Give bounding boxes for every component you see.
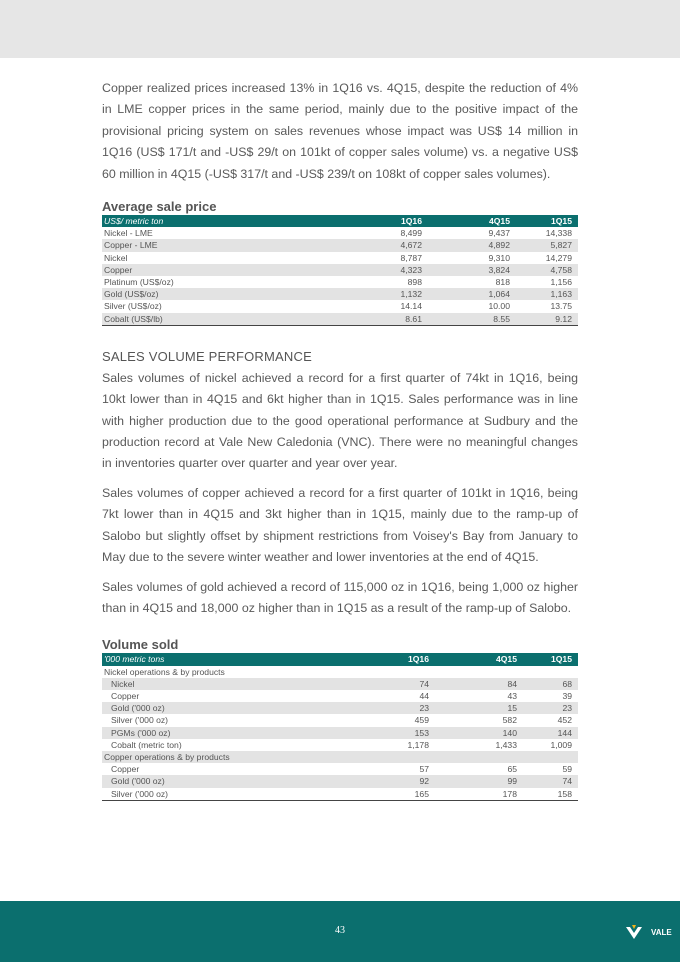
table-row <box>102 252 578 264</box>
vale-logo-text: VALE <box>651 928 672 937</box>
row-value: 14.14 <box>400 301 422 312</box>
row-label: Nickel operations & by products <box>104 666 225 677</box>
row-label: PGMs ('000 oz) <box>102 727 347 739</box>
column-header: 1Q15 <box>523 653 578 665</box>
row-value: 898 <box>407 277 422 288</box>
row-value: 74 <box>347 678 435 690</box>
row-value: 8.55 <box>428 313 516 326</box>
table-row <box>102 288 578 300</box>
row-label: Nickel - LME <box>104 228 153 239</box>
row-value: 8.61 <box>340 313 428 326</box>
column-header: US$/ metric ton <box>102 215 340 227</box>
row-value: 13.75 <box>550 301 572 312</box>
row-value: 74 <box>523 775 578 787</box>
table-row <box>102 763 578 775</box>
row-label: Cobalt (US$/lb) <box>102 313 340 326</box>
row-value: 1,132 <box>340 288 428 300</box>
row-value: 153 <box>347 727 435 739</box>
row-value: 14,338 <box>545 228 572 239</box>
table-row <box>102 788 578 801</box>
row-value: 4,892 <box>428 239 516 251</box>
row-value <box>523 751 578 763</box>
row-label: Gold ('000 oz) <box>102 775 347 787</box>
table-row <box>102 714 578 726</box>
row-value <box>523 666 578 678</box>
row-value: 68 <box>523 678 578 690</box>
row-value: 4,758 <box>516 264 578 276</box>
table-group-row <box>102 666 578 678</box>
row-value: 59 <box>562 764 572 775</box>
table-row <box>102 702 578 714</box>
table-row <box>102 313 578 326</box>
section-heading: SALES VOLUME PERFORMANCE <box>102 348 312 364</box>
row-label: Nickel <box>102 678 347 690</box>
row-label: Gold ('000 oz) <box>102 702 347 714</box>
intro-paragraph: Copper realized prices increased 13% in 1Q16 vs. 4Q15, despite the reduction of 4% in LME copper prices in the same period, mainly due to the positive impact of the provisional pricing system on sales revenues whose impact was US$ 14 million in 1Q16 (US$ 171/t and -US$ 29/t on 101kt of copper sales volume) vs. a negative US$ 60 million in 4Q15 (-US$ 317/t and -US$ 239/t on 108kt of copper sales volumes). <box>102 81 578 181</box>
row-value: 818 <box>495 277 510 288</box>
row-value: 178 <box>435 788 523 801</box>
row-value <box>435 751 523 763</box>
row-label: Nickel <box>104 252 128 263</box>
row-value: 165 <box>347 788 435 801</box>
row-value: 5,827 <box>516 239 578 251</box>
row-value: 140 <box>435 727 523 739</box>
table-row <box>102 227 578 239</box>
table-row <box>102 239 578 251</box>
row-label: Copper operations & by products <box>102 751 347 763</box>
row-value <box>347 666 435 678</box>
row-value: 8,499 <box>400 228 422 239</box>
table-group-row <box>102 751 578 763</box>
row-value: 65 <box>507 764 517 775</box>
price-table-title: Average sale price <box>102 199 217 215</box>
row-value: 57 <box>419 764 429 775</box>
row-value: 99 <box>435 775 523 787</box>
table-row <box>102 727 578 739</box>
row-value: 3,824 <box>428 264 516 276</box>
row-label: Silver (US$/oz) <box>104 301 162 312</box>
row-label: Copper - LME <box>102 239 340 251</box>
footer-band <box>0 901 680 962</box>
row-value: 1,433 <box>495 739 517 750</box>
volume-table-title: Volume sold <box>102 637 179 653</box>
row-value: 4,323 <box>340 264 428 276</box>
column-header: 4Q15 <box>435 653 523 665</box>
row-value: 39 <box>562 690 572 701</box>
row-value: 1,064 <box>428 288 516 300</box>
copper-paragraph: Sales volumes of copper achieved a record for a first quarter of 101kt in 1Q16, being 7kt lower than in 4Q15 and 3kt higher than in 1Q15, mainly due to the ramp-up of Salobo but slightly offset by shipment restrictions from Voisey's Bay from January to May due to the severe winter weather and lower inventories at the end of 4Q15. <box>102 485 578 565</box>
column-header: 1Q15 <box>516 215 578 227</box>
row-value: 43 <box>507 690 517 701</box>
row-value: 1,009 <box>550 739 572 750</box>
row-value: 9,437 <box>488 228 510 239</box>
row-value: 14,279 <box>545 252 572 263</box>
volume-sold-table <box>102 653 578 800</box>
row-value: 23 <box>347 702 435 714</box>
row-label: Cobalt (metric ton) <box>111 739 182 750</box>
row-value: 92 <box>347 775 435 787</box>
row-value: 9,310 <box>488 252 510 263</box>
table-header-row <box>102 215 578 227</box>
row-value: 1,163 <box>516 288 578 300</box>
page-number: 43 <box>335 925 345 936</box>
row-value: 44 <box>419 690 429 701</box>
row-value: 10.00 <box>488 301 510 312</box>
row-label: Copper <box>102 264 340 276</box>
row-label: Silver ('000 oz) <box>111 715 169 726</box>
table-row <box>102 775 578 787</box>
row-value: 1,178 <box>407 739 429 750</box>
row-label: Silver ('000 oz) <box>102 788 347 801</box>
nickel-paragraph: Sales volumes of nickel achieved a record for a first quarter of 74kt in 1Q16, being 10kt lower than in 4Q15 and 6kt higher than in 1Q15. Sales performance was in line with higher production due to the good operational performance at Sudbury and the production record at Vale New Caledonia (VNC). There were no meaningful changes in inventories quarter over quarter and year over year. <box>102 370 578 471</box>
row-value: 144 <box>523 727 578 739</box>
row-label: Copper <box>111 690 140 701</box>
row-value: 84 <box>435 678 523 690</box>
row-label: Copper <box>111 764 140 775</box>
row-value: 8,787 <box>400 252 422 263</box>
average-sale-price-table <box>102 215 578 326</box>
row-label: Gold (US$/oz) <box>102 288 340 300</box>
row-value: 452 <box>557 715 572 726</box>
table-row <box>102 300 578 312</box>
column-header: 1Q16 <box>340 215 428 227</box>
page-content <box>102 78 578 801</box>
row-value: 582 <box>502 715 517 726</box>
table-row <box>102 739 578 751</box>
table-row <box>102 276 578 288</box>
row-value: 459 <box>414 715 429 726</box>
table-row <box>102 264 578 276</box>
row-label: Platinum (US$/oz) <box>104 277 174 288</box>
top-header-band <box>0 0 680 58</box>
row-value: 23 <box>523 702 578 714</box>
row-value <box>435 666 523 678</box>
table-header-row <box>102 653 578 665</box>
column-header: 4Q15 <box>428 215 516 227</box>
row-value: 158 <box>523 788 578 801</box>
column-header: '000 metric tons <box>102 653 347 665</box>
row-value: 15 <box>435 702 523 714</box>
row-value: 9.12 <box>516 313 578 326</box>
row-value: 1,156 <box>550 277 572 288</box>
column-header: 1Q16 <box>347 653 435 665</box>
table-row <box>102 690 578 702</box>
gold-paragraph: Sales volumes of gold achieved a record of 115,000 oz in 1Q16, being 1,000 oz higher than in 4Q15 and 18,000 oz higher than in 1Q15 as a result of the ramp-up of Salobo. <box>102 579 578 615</box>
row-value: 4,672 <box>340 239 428 251</box>
table-row <box>102 678 578 690</box>
row-value <box>347 751 435 763</box>
